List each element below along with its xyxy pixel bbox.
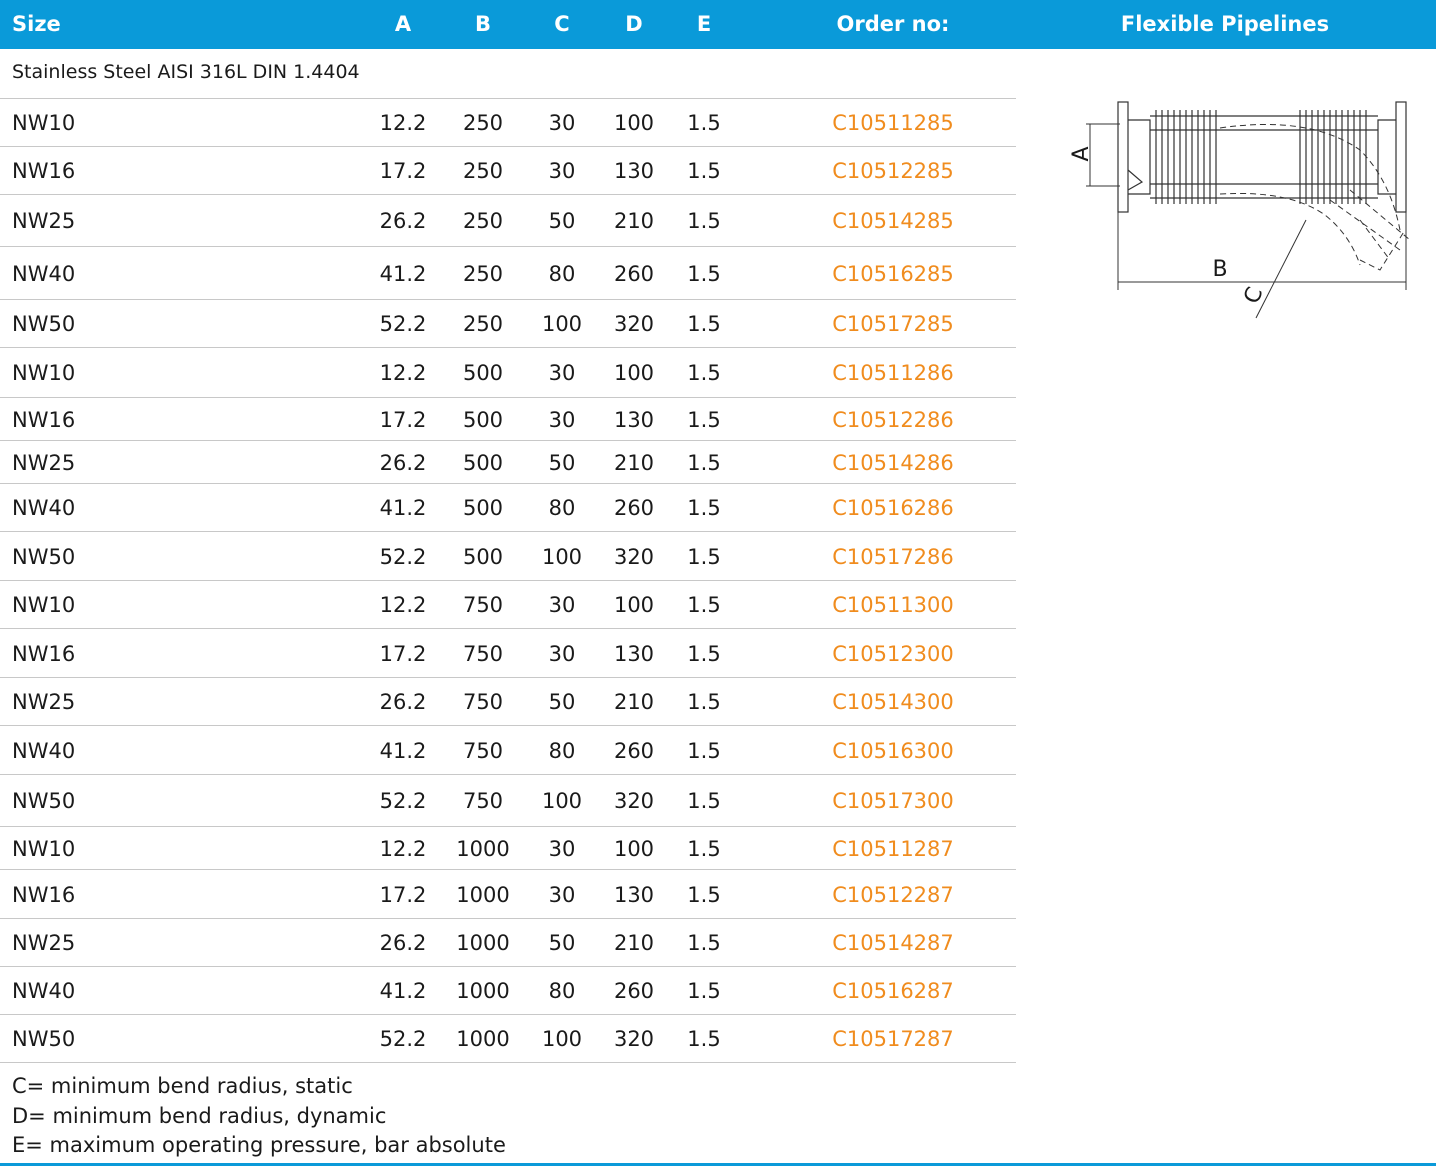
cell-size: NW25 [12,209,76,233]
cell-c: 30 [548,836,576,861]
cell-e: 1.5 [687,738,721,763]
cell-size: NW50 [12,1027,76,1051]
header-d: D [625,12,643,36]
cell-e: 1.5 [687,159,721,183]
table-row [0,918,1016,967]
material-subtitle: Stainless Steel AISI 316L DIN 1.4404 [12,61,360,83]
cell-e: 1.5 [687,979,721,1003]
cell-size: NW40 [12,496,76,520]
header-e: E [696,12,712,36]
cell-size: NW25 [12,450,76,475]
table-bottom-rule [0,1062,1016,1063]
header-a: A [394,12,412,36]
cell-b: 1000 [456,1027,510,1051]
cell-b: 250 [462,261,504,286]
cell-e: 1.5 [687,261,721,286]
cell-c: 100 [541,312,583,336]
cell-c: 80 [548,979,576,1003]
table-row [0,440,1016,484]
cell-c: 30 [548,641,576,666]
cell-e: 1.5 [687,1027,721,1051]
cell-e: 1.5 [687,407,721,432]
cell-d: 100 [613,111,655,135]
cell-c: 30 [548,593,576,617]
cell-d: 320 [613,312,655,336]
table-row [0,628,1016,678]
cell-b: 1000 [456,979,510,1003]
cell-size: NW16 [12,882,76,907]
cell-a: 17.2 [379,882,427,907]
header-b: B [474,12,492,36]
cell-order: C10514287 [832,931,954,955]
cell-b: 1000 [456,836,510,861]
diagram-label-a: A [1069,146,1094,162]
cell-c: 100 [541,1027,583,1051]
cell-e: 1.5 [687,312,721,336]
cell-a: 26.2 [379,209,427,233]
cell-size: NW50 [12,312,76,336]
cell-e: 1.5 [687,931,721,955]
cell-b: 250 [462,312,504,336]
note-c: C= minimum bend radius, static [12,1074,353,1098]
cell-size: NW25 [12,931,76,955]
cell-b: 500 [462,450,504,475]
cell-d: 130 [613,641,655,666]
table-row [0,194,1016,247]
cell-c: 50 [548,209,576,233]
cell-order: C10514285 [832,209,954,233]
cell-order: C10514286 [832,450,954,475]
cell-b: 250 [462,209,504,233]
cell-d: 260 [613,738,655,763]
cell-b: 750 [462,738,504,763]
cell-order: C10511286 [832,361,954,385]
footnotes [12,1072,506,1161]
cell-a: 52.2 [379,544,427,569]
cell-size: NW40 [12,738,76,763]
cell-size: NW10 [12,593,76,617]
cell-d: 130 [613,882,655,907]
table-header [0,0,1436,49]
cell-b: 1000 [456,882,510,907]
cell-e: 1.5 [687,544,721,569]
cell-b: 250 [462,111,504,135]
cell-c: 50 [548,690,576,714]
cell-e: 1.5 [687,111,721,135]
table-row [0,774,1016,827]
cell-b: 500 [462,496,504,520]
cell-c: 80 [548,261,576,286]
table-row [0,580,1016,629]
table-row [0,347,1016,398]
cell-c: 30 [548,882,576,907]
cell-order: C10512286 [832,407,954,432]
cell-order: C10517300 [832,789,954,813]
cell-a: 41.2 [379,738,427,763]
cell-c: 50 [548,450,576,475]
cell-c: 30 [548,159,576,183]
cell-size: NW50 [12,544,76,569]
table-row [0,98,1016,147]
table-row [0,826,1016,870]
cell-a: 26.2 [379,931,427,955]
note-d: D= minimum bend radius, dynamic [12,1103,387,1128]
cell-a: 52.2 [379,312,427,336]
cell-size: NW16 [12,407,76,432]
cell-e: 1.5 [687,209,721,233]
cell-b: 750 [462,593,504,617]
cell-size: NW10 [12,836,76,861]
cell-e: 1.5 [687,690,721,714]
cell-d: 260 [613,979,655,1003]
cell-e: 1.5 [687,496,721,520]
cell-a: 12.2 [379,593,427,617]
table-row [0,531,1016,581]
cell-d: 320 [613,544,655,569]
cell-e: 1.5 [687,882,721,907]
cell-a: 26.2 [379,450,427,475]
cell-a: 12.2 [379,361,427,385]
table-row [0,483,1016,532]
table-row [0,146,1016,195]
cell-a: 26.2 [379,690,427,714]
cell-a: 41.2 [379,979,427,1003]
cell-size: NW16 [12,641,76,666]
cell-c: 30 [548,361,576,385]
cell-b: 1000 [456,931,510,955]
cell-order: C10517287 [832,1027,954,1051]
cell-size: NW10 [12,361,76,385]
cell-a: 52.2 [379,789,427,813]
cell-b: 750 [462,641,504,666]
cell-order: C10516287 [832,979,954,1003]
cell-size: NW10 [12,111,76,135]
cell-e: 1.5 [687,836,721,861]
diagram-label-b: B [1212,257,1228,282]
cell-order: C10514300 [832,690,954,714]
cell-order: C10516300 [832,738,954,763]
cell-b: 750 [462,789,504,813]
cell-size: NW25 [12,690,76,714]
cell-a: 12.2 [379,111,427,135]
cell-e: 1.5 [687,789,721,813]
cell-size: NW40 [12,979,76,1003]
cell-e: 1.5 [687,361,721,385]
cell-b: 500 [462,407,504,432]
cell-c: 30 [548,111,576,135]
cell-size: NW16 [12,159,76,183]
cell-c: 80 [548,738,576,763]
cell-a: 41.2 [379,496,427,520]
cell-order: C10511285 [832,111,954,135]
table-row [0,725,1016,775]
cell-d: 100 [613,361,655,385]
table-row [0,299,1016,348]
cell-d: 130 [613,407,655,432]
cell-d: 210 [613,690,655,714]
cell-size: NW40 [12,261,76,286]
cell-order: C10511300 [832,593,954,617]
table-row [0,966,1016,1015]
cell-e: 1.5 [687,450,721,475]
cell-order: C10512287 [832,882,954,907]
flexible-pipeline-diagram [1060,90,1420,320]
cell-d: 210 [613,931,655,955]
cell-a: 17.2 [379,407,427,432]
cell-e: 1.5 [687,641,721,666]
table-row [0,869,1016,919]
table-row [0,677,1016,726]
header-order: Order no: [836,12,950,36]
table-row [0,246,1016,300]
cell-c: 100 [541,544,583,569]
cell-order: C10511287 [832,836,954,861]
cell-b: 500 [462,544,504,569]
cell-a: 17.2 [379,641,427,666]
cell-e: 1.5 [687,593,721,617]
diagram-label-c: C [1239,283,1269,308]
cell-order: C10512300 [832,641,954,666]
cell-d: 130 [613,159,655,183]
cell-d: 100 [613,593,655,617]
cell-b: 500 [462,361,504,385]
cell-d: 320 [613,789,655,813]
header-product: Flexible Pipelines [1120,12,1330,36]
note-e: E= maximum operating pressure, bar absolute [12,1133,506,1157]
cell-c: 80 [548,496,576,520]
cell-size: NW50 [12,789,76,813]
cell-d: 320 [613,1027,655,1051]
cell-b: 250 [462,159,504,183]
cell-order: C10517285 [832,312,954,336]
cell-order: C10516286 [832,496,954,520]
cell-c: 30 [548,407,576,432]
cell-c: 50 [548,931,576,955]
cell-a: 52.2 [379,1027,427,1051]
cell-a: 17.2 [379,159,427,183]
cell-b: 750 [462,690,504,714]
cell-d: 260 [613,261,655,286]
cell-order: C10512285 [832,159,954,183]
cell-d: 210 [613,450,655,475]
cell-a: 12.2 [379,836,427,861]
table-row [0,397,1016,441]
cell-d: 210 [613,209,655,233]
table-row [0,1014,1016,1063]
cell-order: C10517286 [832,544,954,569]
cell-c: 100 [541,789,583,813]
header-c: C [554,12,570,36]
cell-d: 260 [613,496,655,520]
cell-order: C10516285 [832,261,954,286]
cell-d: 100 [613,836,655,861]
header-size: Size [12,12,61,36]
cell-a: 41.2 [379,261,427,286]
